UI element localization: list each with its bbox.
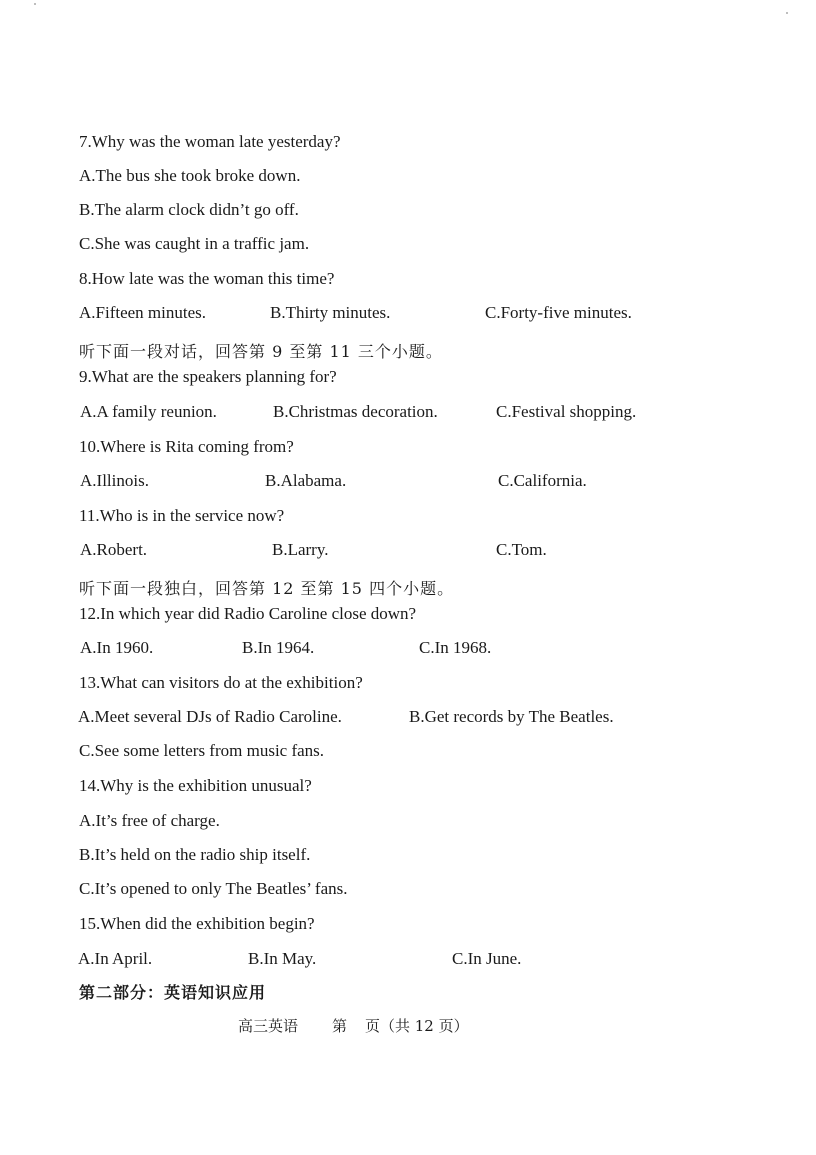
footer-page-prefix: 第 xyxy=(332,1017,348,1035)
question-11: 11.Who is in the service now? xyxy=(79,506,285,525)
q10-option-c: C.California. xyxy=(498,471,587,490)
footer-page-total: 页（共 12 页） xyxy=(365,1017,469,1035)
question-8: 8.How late was the woman this time? xyxy=(79,269,335,288)
q14-option-a: A.It’s free of charge. xyxy=(79,811,220,830)
question-9: 9.What are the speakers planning for? xyxy=(79,367,337,386)
question-12: 12.In which year did Radio Caroline close down? xyxy=(79,604,417,623)
q12-option-a: A.In 1960. xyxy=(80,638,154,657)
q15-option-a: A.In April. xyxy=(78,949,153,968)
q13-option-c: C.See some letters from music fans. xyxy=(79,741,325,760)
q7-option-a: A.The bus she took broke down. xyxy=(79,166,301,185)
q11-option-b: B.Larry. xyxy=(272,540,329,559)
question-7: 7.Why was the woman late yesterday? xyxy=(79,132,341,151)
q9-option-b: B.Christmas decoration. xyxy=(273,402,438,421)
question-10: 10.Where is Rita coming from? xyxy=(79,437,294,456)
instruction-9-11: 听下面一段对话，回答第 9 至第 11 三个小题。 xyxy=(79,342,443,361)
question-13: 13.What can visitors do at the exhibition? xyxy=(79,673,363,692)
q15-option-b: B.In May. xyxy=(248,949,317,968)
instruction-12-15: 听下面一段独白，回答第 12 至第 15 四个小题。 xyxy=(79,579,455,598)
footer-subject: 高三英语 xyxy=(238,1017,299,1035)
q13-option-b: B.Get records by The Beatles. xyxy=(409,707,614,726)
q15-option-c: C.In June. xyxy=(452,949,522,968)
q10-option-b: B.Alabama. xyxy=(265,471,347,490)
question-15: 15.When did the exhibition begin? xyxy=(79,914,315,933)
q7-option-c: C.She was caught in a traffic jam. xyxy=(79,234,310,253)
q14-option-b: B.It’s held on the radio ship itself. xyxy=(79,845,311,864)
q11-option-a: A.Robert. xyxy=(80,540,148,559)
scan-speck xyxy=(786,12,788,14)
q8-option-c: C.Forty-five minutes. xyxy=(485,303,632,322)
scan-speck xyxy=(34,3,36,5)
q12-option-b: B.In 1964. xyxy=(242,638,315,657)
q8-option-b: B.Thirty minutes. xyxy=(270,303,391,322)
q10-option-a: A.Illinois. xyxy=(80,471,149,490)
q9-option-a: A.A family reunion. xyxy=(80,402,217,421)
q7-option-b: B.The alarm clock didn’t go off. xyxy=(79,200,299,219)
q13-option-a: A.Meet several DJs of Radio Caroline. xyxy=(78,707,342,726)
section-heading: 第二部分：英语知识应用 xyxy=(79,983,267,1002)
q14-option-c: C.It’s opened to only The Beatles’ fans. xyxy=(79,879,348,898)
question-14: 14.Why is the exhibition unusual? xyxy=(79,776,312,795)
q8-option-a: A.Fifteen minutes. xyxy=(79,303,207,322)
q9-option-c: C.Festival shopping. xyxy=(496,402,637,421)
q11-option-c: C.Tom. xyxy=(496,540,547,559)
q12-option-c: C.In 1968. xyxy=(419,638,492,657)
